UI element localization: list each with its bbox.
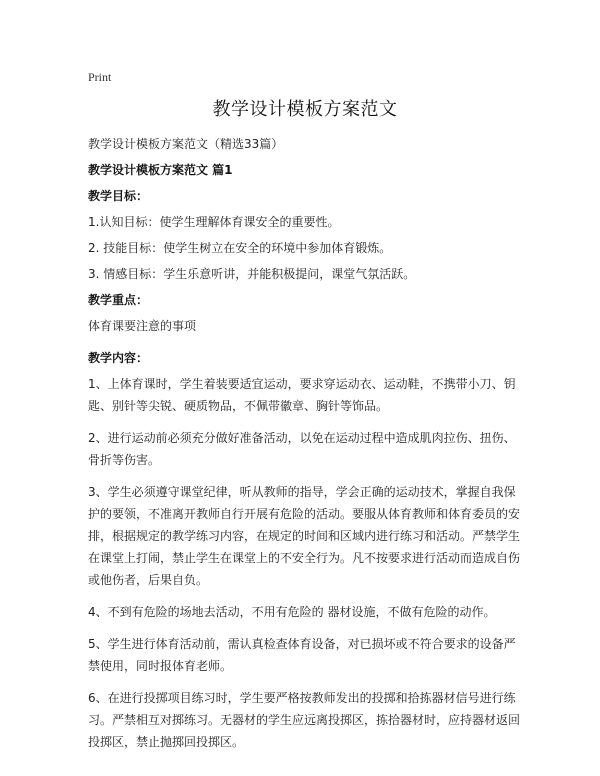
document-title: 教学设计模板方案范文 [212, 99, 398, 120]
goal-item: 2. 技能目标：使学生树立在安全的环境中参加体育锻炼。 [88, 241, 392, 255]
content-item: 1、上体育课时，学生着装要适宜运动，要求穿运动衣、运动鞋，不携带小刀、钥匙、别针等尖锐、硬质物品，不佩带徽章、胸针等饰品。 [88, 377, 516, 413]
print-link[interactable]: Print [88, 70, 112, 84]
goal-item: 1.认知目标：使学生理解体育课安全的重要性。 [88, 215, 340, 229]
content-item: 4、不到有危险的场地去活动，不用有危险的 器材设施，不做有危险的动作。 [88, 605, 496, 619]
intro-text: 教学设计模板方案范文（精选33篇） [88, 137, 284, 151]
focus-heading: 教学重点： [88, 293, 149, 307]
content-item: 3、学生必须遵守课堂纪律，听从教师的指导，学会正确的运动技术，掌握自我保护的要领，不准离开教师自行开展有危险的活动。要服从体育教师和体育委员的安排，根据规定的教学练习内容，在规定的时间和区域内进行练习和活动。严禁学生在课堂上打闹，禁止学生在课堂上的不安全行为。凡不按要求进行活动而造成自伤或他伤者，后果自负。 [88, 485, 521, 587]
section-heading: 教学设计模板方案范文 篇1 [88, 163, 233, 177]
content-heading: 教学内容： [88, 351, 149, 365]
content-item: 6、在进行投掷项目练习时，学生要严格按教师发出的投掷和拾拣器材信号进行练习。严禁相互对掷练习。无器材的学生应远离投掷区，拣拾器材时，应持器材返回投掷区，禁止抛掷回投掷区。 [88, 691, 521, 749]
goal-item: 3. 情感目标：学生乐意听讲，并能积极提问，课堂气氛活跃。 [88, 267, 416, 281]
focus-text: 体育课要注意的事项 [88, 319, 197, 333]
goals-heading: 教学目标： [88, 189, 149, 203]
document-page [88, 70, 522, 763]
content-item: 5、学生进行体育活动前，需认真检查体育设备，对已损坏或不符合要求的设备严禁使用，同时报体育老师。 [88, 637, 516, 673]
content-item: 2、进行运动前必须充分做好准备活动，以免在运动过程中造成肌肉拉伤、扭伤、骨折等伤害。 [88, 431, 516, 467]
